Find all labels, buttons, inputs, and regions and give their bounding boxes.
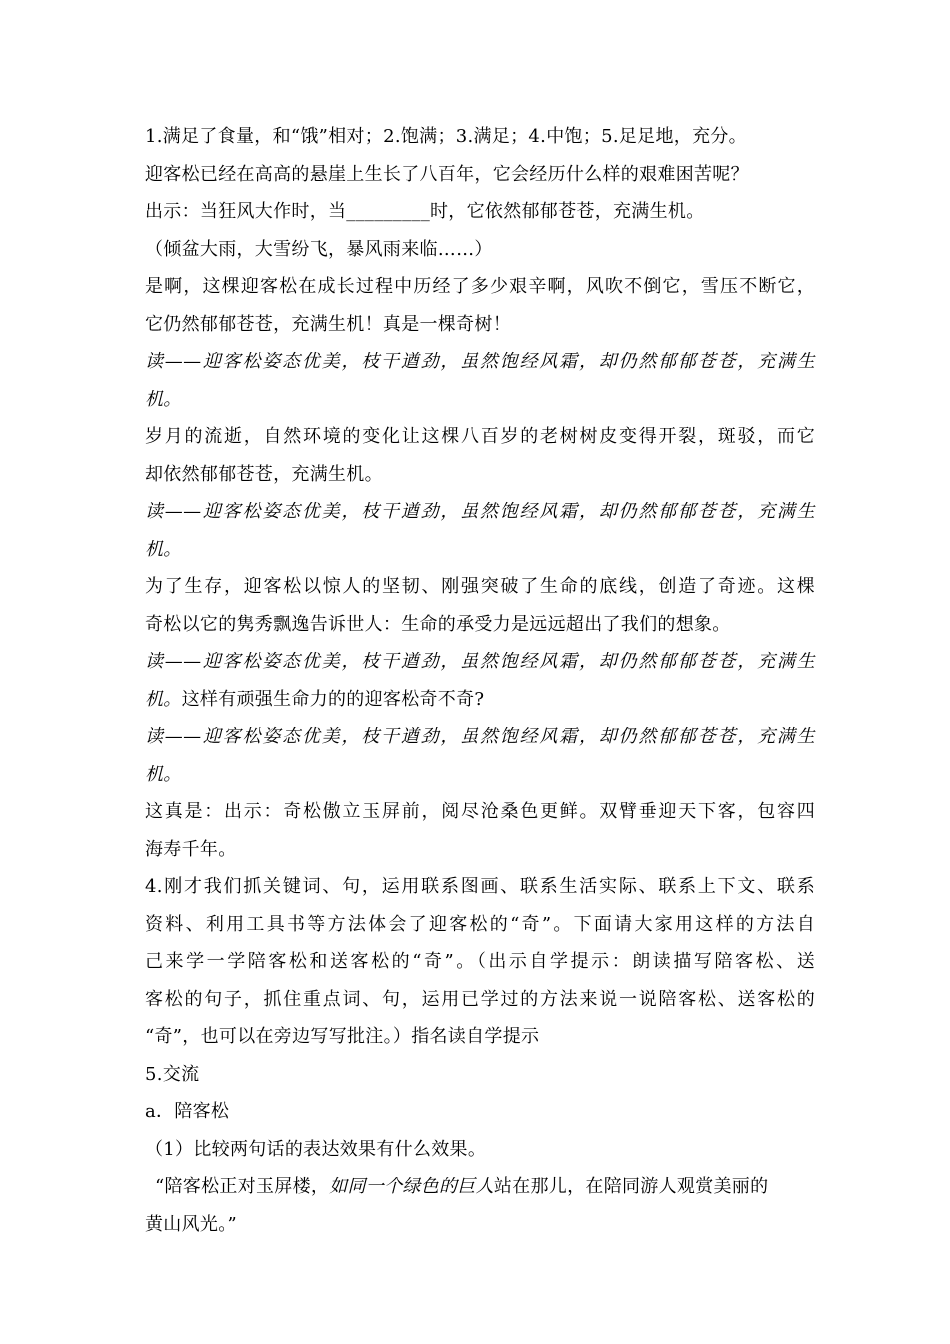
paragraph-line: 迎客松已经在高高的悬崖上生长了八百年，它会经历什么样的艰难困苦呢？ xyxy=(145,163,749,185)
quote-text: 站在那儿，在陪同游人观赏美丽的 xyxy=(493,1176,769,1197)
subsection-heading: a．陪客松 xyxy=(145,1101,230,1122)
question-text: 这样有顽强生命力的的迎客松奇不奇? xyxy=(181,688,485,710)
paragraph-line: 1.满足了食量，和“饿”相对；2.饱满；3.满足；4.中饱；5.足足地，充分。 xyxy=(145,126,747,147)
paragraph-line: 出示：当狂风大作时，当_________时，它依然郁郁苍苍，充满生机。 xyxy=(145,201,705,222)
section-heading: 5.交流 xyxy=(145,1063,200,1085)
paragraph-line: 资料、利用工具书等方法体会了迎客松的“奇”。下面请大家用这样的方法自 xyxy=(145,913,815,935)
paragraph-line: “奇”，也可以在旁边写写批注。）指名读自学提示 xyxy=(145,1026,540,1047)
paragraph-line: 却依然郁郁苍苍，充满生机。 xyxy=(145,463,383,485)
paragraph-line: 客松的句子，抓住重点词、句，运用已学过的方法来说一说陪客松、送客松的 xyxy=(145,988,815,1010)
paragraph-line: 己来学一学陪客松和送客松的“奇”。（出示自学提示：朗读描写陪客松、送 xyxy=(145,951,815,972)
reading-line: 机。 xyxy=(145,538,182,560)
paragraph-line: 4.刚才我们抓关键词、句，运用联系图画、联系生活实际、联系上下文、联系 xyxy=(145,876,815,897)
paragraph-line: 奇松以它的隽秀飘逸告诉世人：生命的承受力是远远超出了我们的想象。 xyxy=(145,613,731,635)
document-page xyxy=(145,118,815,1243)
reading-line: 读——迎客松姿态优美，枝干遒劲，虽然饱经风霜，却仍然郁郁苍苍，充满生 xyxy=(145,351,815,372)
reading-line: 读——迎客松姿态优美，枝干遒劲，虽然饱经风霜，却仍然郁郁苍苍，充满生 xyxy=(145,651,815,672)
reading-line: 机。 xyxy=(145,763,182,785)
paragraph-line: （倾盆大雨，大雪纷飞，暴风雨来临……） xyxy=(145,238,493,260)
paragraph-line: 是啊，这棵迎客松在成长过程中历经了多少艰辛啊，风吹不倒它，雪压不断它， xyxy=(145,276,815,297)
paragraph-line: 海寿千年。 xyxy=(145,838,237,860)
reading-fragment: 机。 xyxy=(145,688,182,710)
paragraph-line: 这真是：出示：奇松傲立玉屏前，阅尽沧桑色更鲜。双臂垂迎天下客，包容四 xyxy=(145,801,815,822)
reading-line: 机。 xyxy=(145,388,182,410)
quote-text: “陪客松正对玉屏楼， xyxy=(155,1176,330,1197)
paragraph-line xyxy=(145,681,815,719)
paragraph-line: 岁月的流逝，自然环境的变化让这棵八百岁的老树树皮变得开裂，斑驳，而它 xyxy=(145,426,815,447)
paragraph-line: 它仍然郁郁苍苍，充满生机！真是一棵奇树！ xyxy=(145,313,511,335)
quote-line: 黄山风光。” xyxy=(145,1213,238,1235)
quote-line xyxy=(145,1168,815,1206)
question-line: （1）比较两句话的表达效果有什么效果。 xyxy=(145,1138,487,1160)
reading-line: 读——迎客松姿态优美，枝干遒劲，虽然饱经风霜，却仍然郁郁苍苍，充满生 xyxy=(145,501,815,522)
paragraph-line: 为了生存，迎客松以惊人的坚韧、刚强突破了生命的底线，创造了奇迹。这棵 xyxy=(145,576,815,597)
quote-emphasis: 如同一个绿色的巨人 xyxy=(329,1176,494,1197)
reading-line: 读——迎客松姿态优美，枝干遒劲，虽然饱经风霜，却仍然郁郁苍苍，充满生 xyxy=(145,726,815,747)
